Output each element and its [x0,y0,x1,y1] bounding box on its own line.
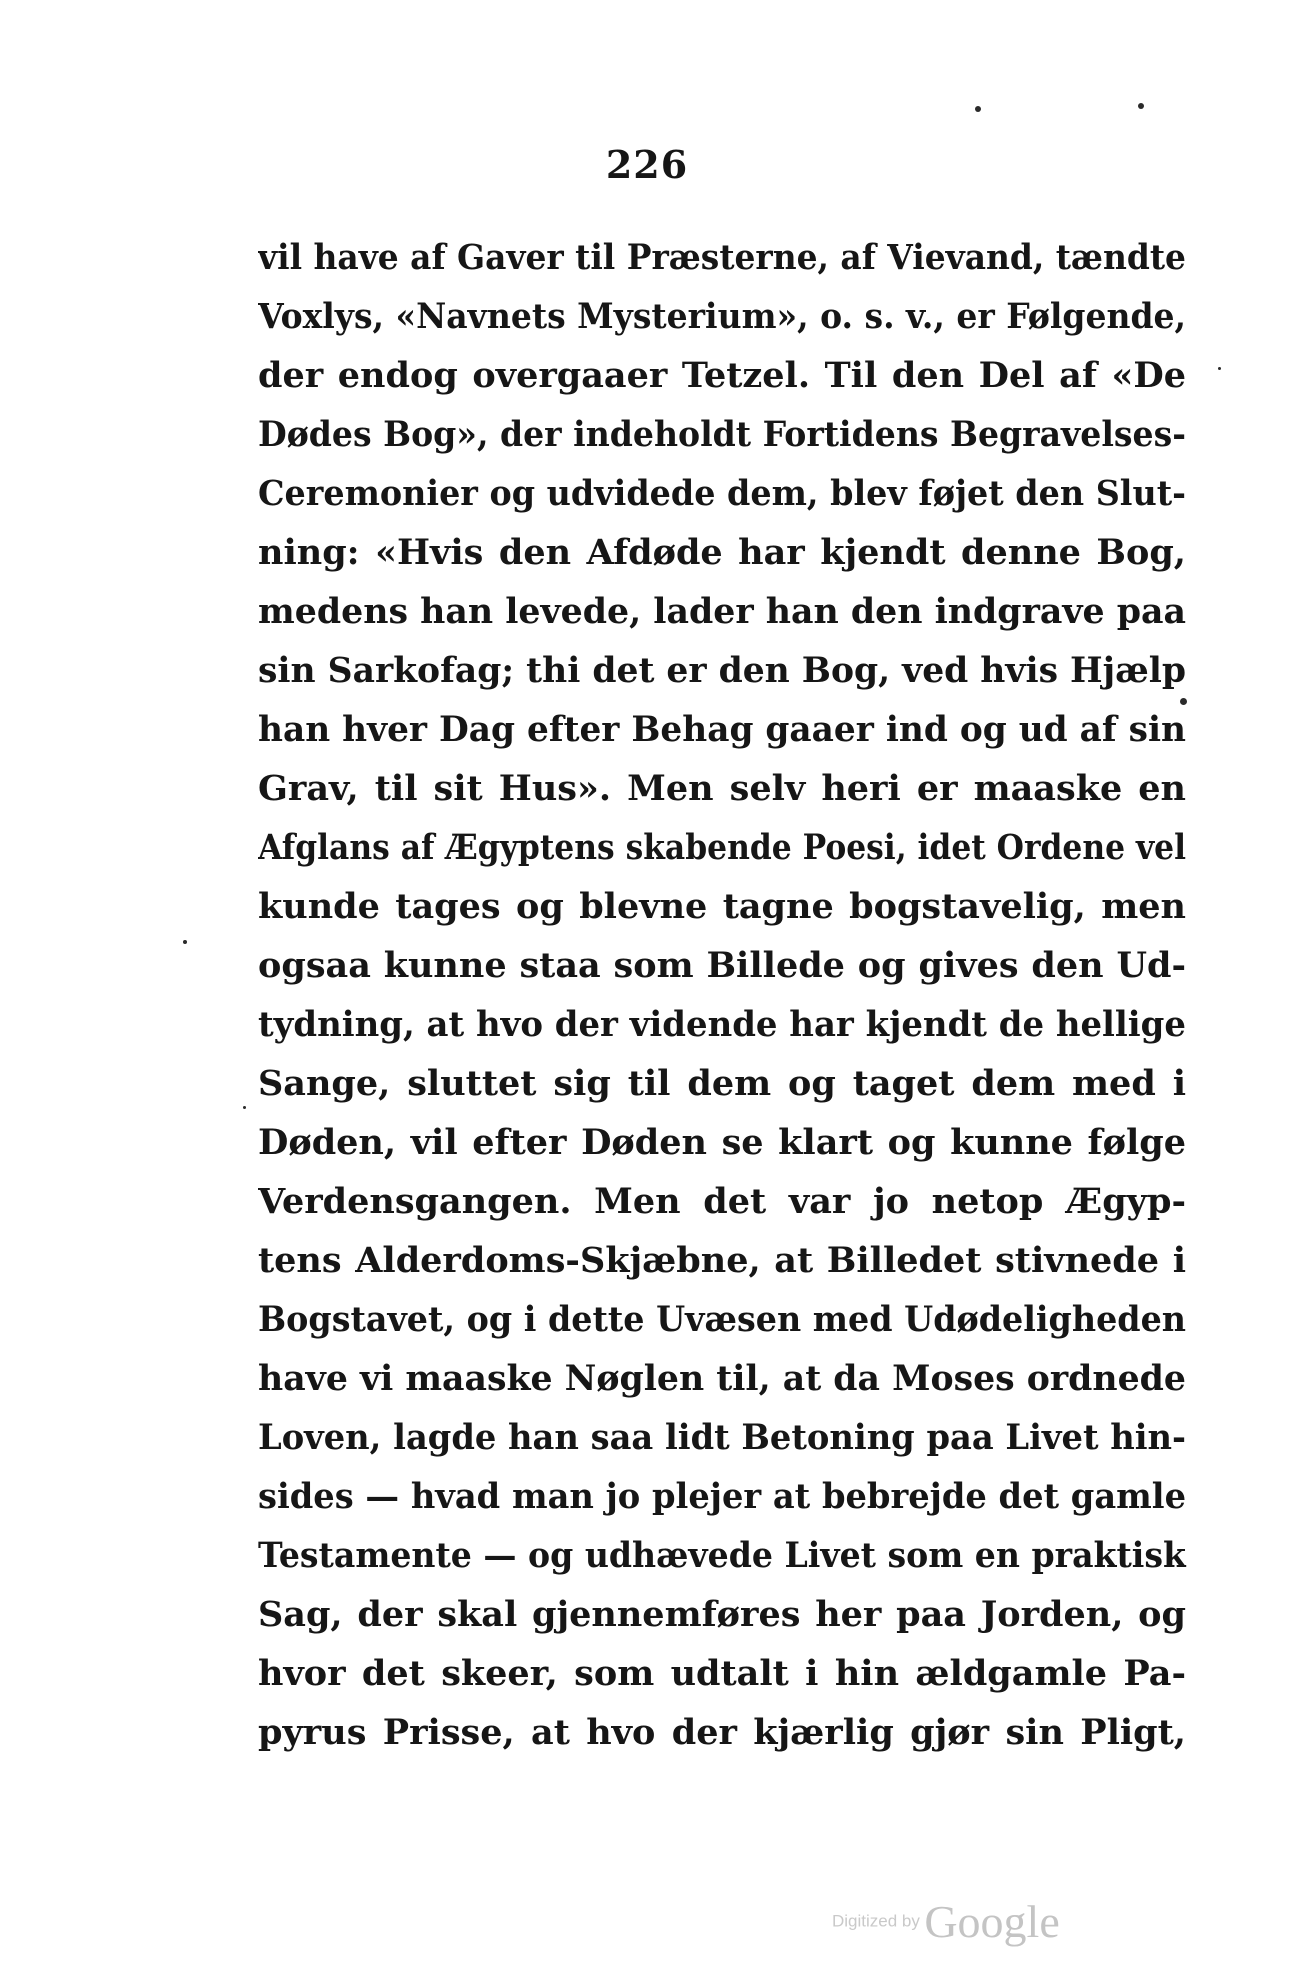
ink-speck [1218,367,1221,370]
text-line: sin Sarkofag; thi det er den Bog, ved hvis Hjælp [258,650,1187,691]
text-line: der endog overgaaer Tetzel. Til den Del af «De [258,355,1186,396]
text-line: ning: «Hvis den Afdøde har kjendt denne Bog, [258,532,1186,573]
text-line: Dødes Bog», der indeholdt Fortidens Begravelses- [258,414,1186,455]
body-text [258,228,1186,1762]
text-line: Sag, der skal gjennemføres her paa Jorden, og [258,1594,1186,1635]
text-line: Afglans af Ægyptens skabende Poesi, idet Ordene vel [258,827,1187,868]
text-line: han hver Dag efter Behag gaaer ind og ud af sin [258,709,1186,750]
ink-speck [243,1106,246,1109]
ink-speck [183,940,187,944]
text-line: ogsaa kunne staa som Billede og gives den Ud- [258,945,1186,986]
text-line: Bogstavet, og i dette Uvæsen med Udødeligheden [258,1299,1187,1340]
text-line: kunde tages og blevne tagne bogstavelig, men [258,886,1186,927]
digitized-watermark [832,1895,1060,1948]
watermark-brand: Google [924,1896,1060,1947]
page-number: 226 [605,142,689,187]
text-line: medens han levede, lader han den indgrave paa [258,591,1187,632]
text-line: Verdensgangen. Men det var jo netop Ægyp- [258,1181,1186,1222]
text-line: Ceremonier og udvidede dem, blev føjet den Slut- [258,473,1186,514]
text-line: Testamente — og udhævede Livet som en praktisk [258,1535,1186,1576]
text-line: Voxlys, «Navnets Mysterium», o. s. v., er Følgende, [258,296,1187,337]
text-line: pyrus Prisse, at hvo der kjærlig gjør sin Pligt, [258,1712,1186,1753]
text-line: tens Alderdoms-Skjæbne, at Billedet stivnede i [258,1240,1186,1281]
text-line: Døden, vil efter Døden se klart og kunne følge [258,1122,1186,1163]
ink-speck [975,106,981,112]
text-line: tydning, at hvo der vidende har kjendt de hellige [258,1004,1186,1045]
text-line: hvor det skeer, som udtalt i hin ældgamle Pa- [258,1653,1186,1694]
text-line: have vi maaske Nøglen til, at da Moses ordnede [258,1358,1186,1399]
text-line: Grav, til sit Hus». Men selv heri er maaske en [258,768,1186,809]
text-line: sides — hvad man jo plejer at bebrejde det gamle [258,1476,1186,1517]
text-line: vil have af Gaver til Præsterne, af Vievand, tændte [258,237,1186,278]
text-line: Loven, lagde han saa lidt Betoning paa Livet hin- [258,1417,1187,1458]
ink-speck [1138,103,1144,109]
watermark-prefix: Digitized by [832,1911,920,1931]
text-line: Sange, sluttet sig til dem og taget dem med i [258,1063,1186,1104]
